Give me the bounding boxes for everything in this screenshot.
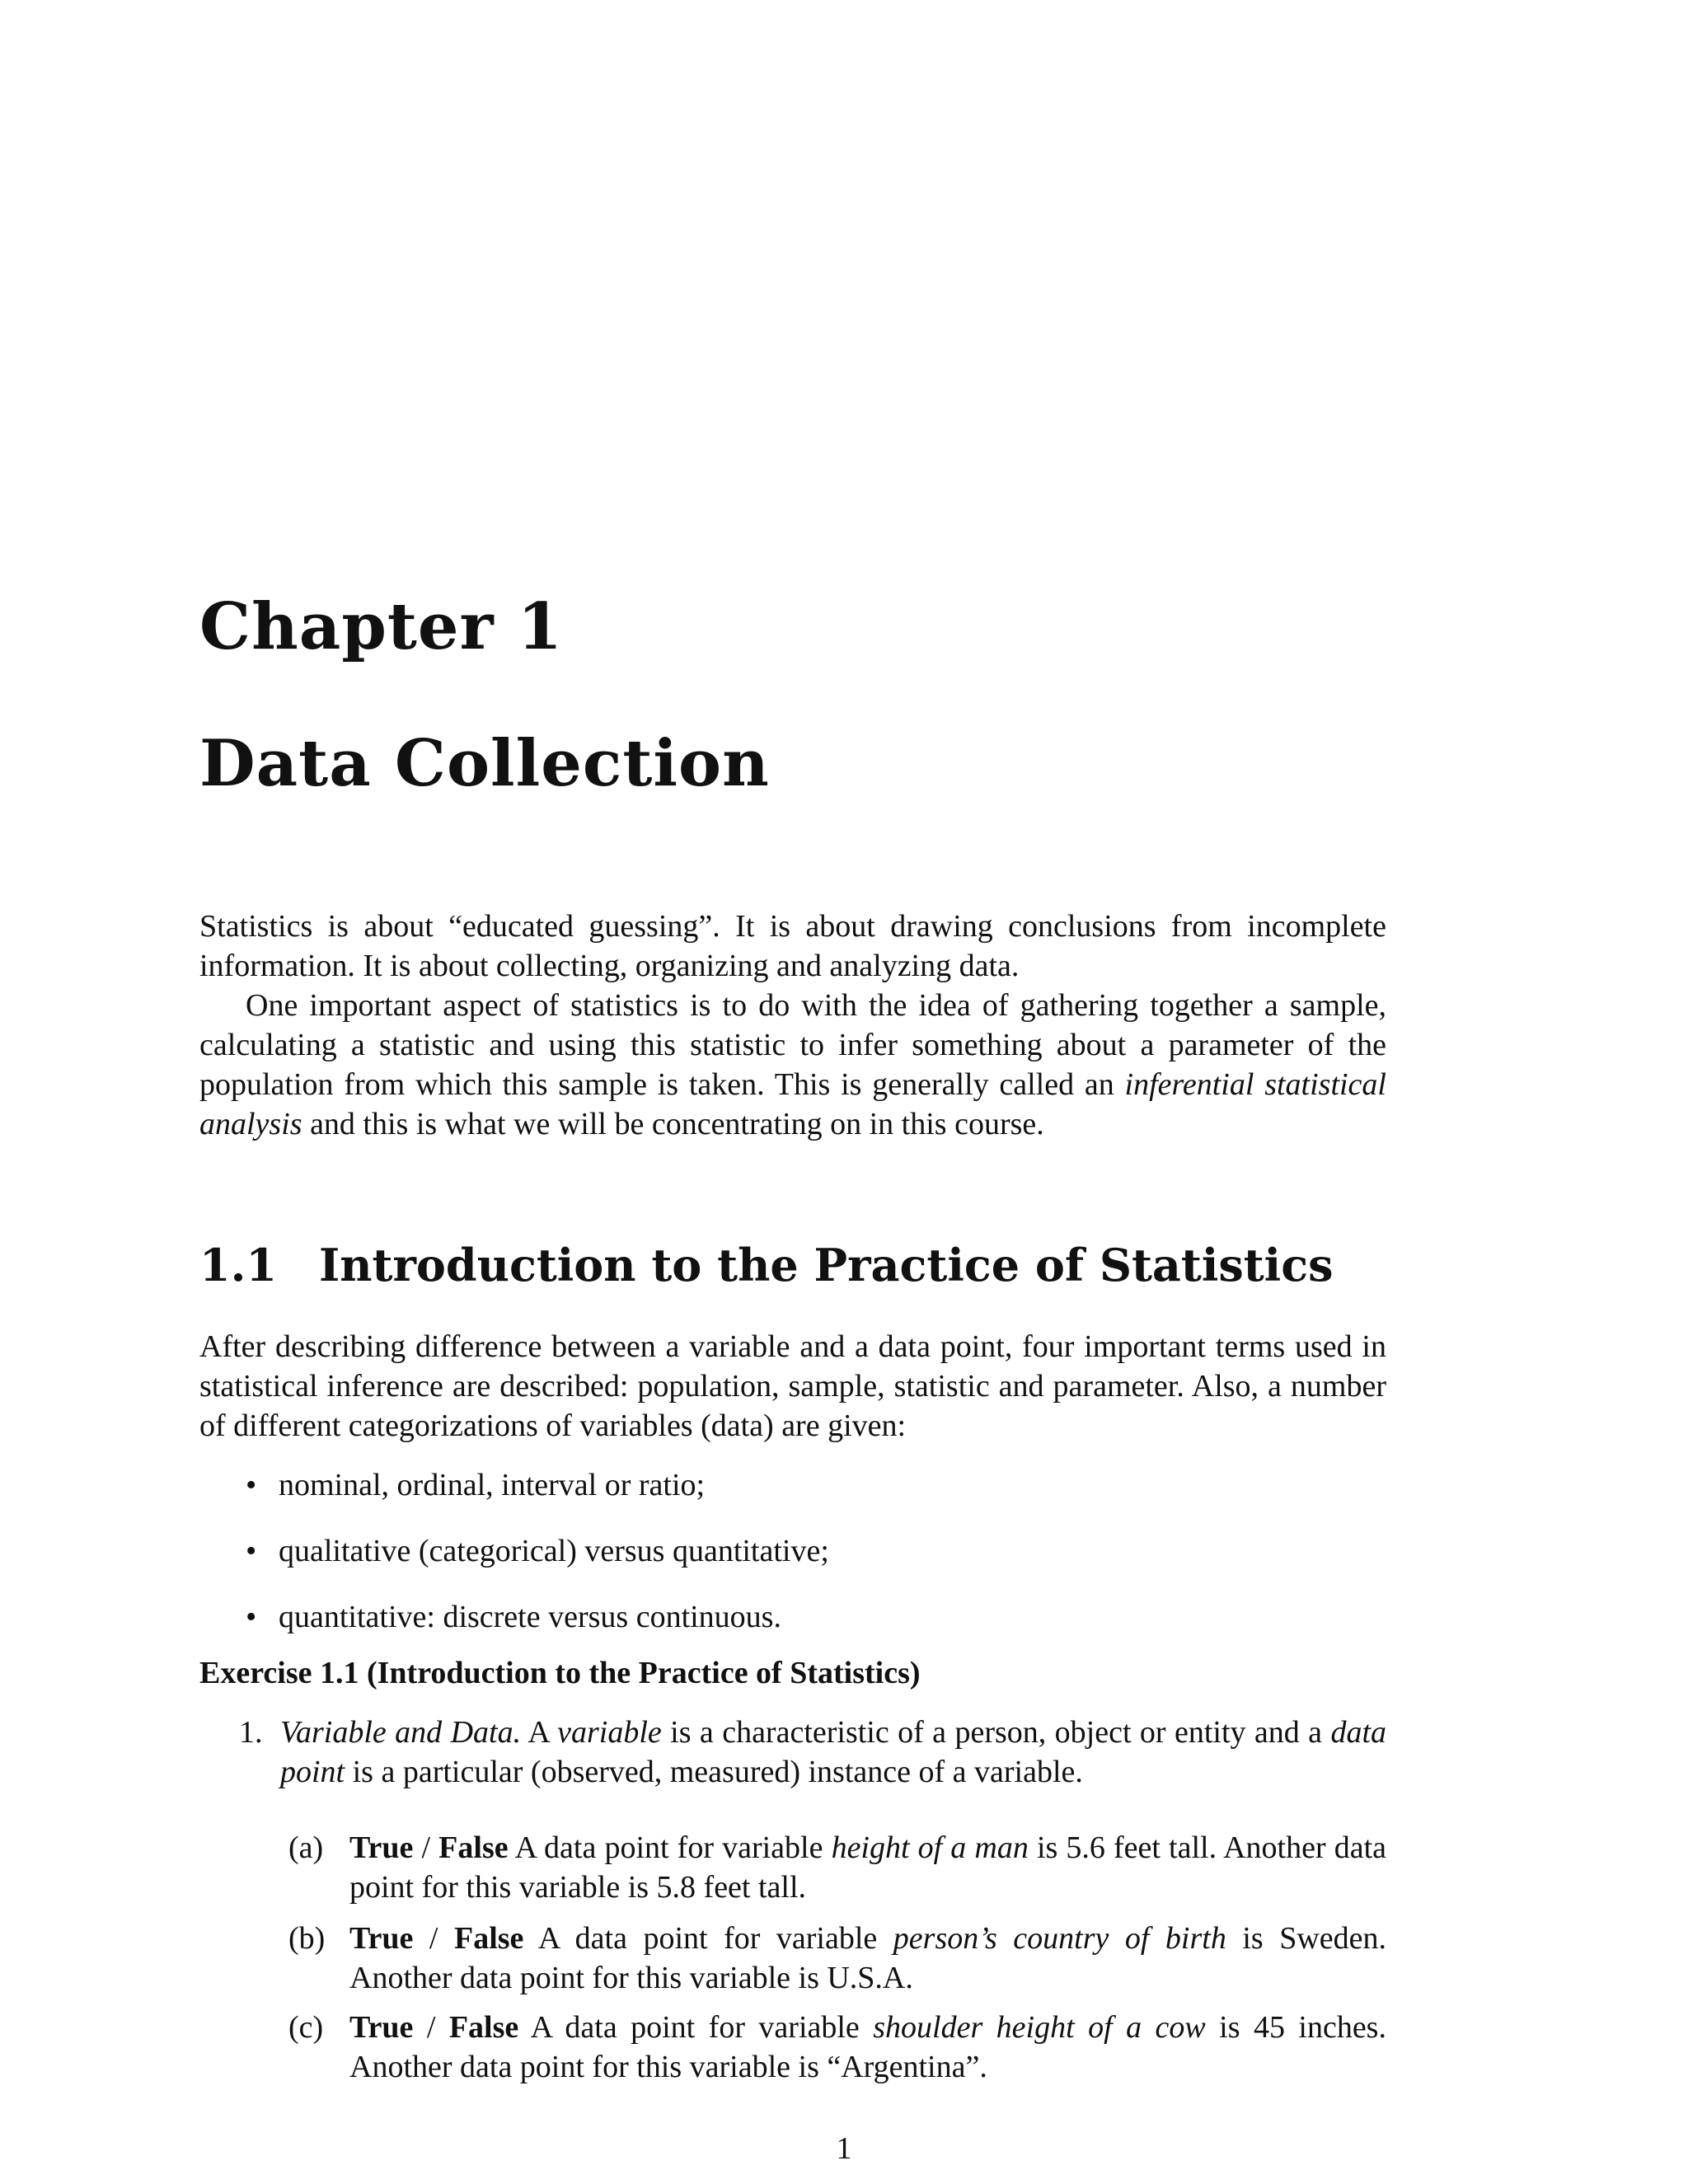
option-separator: / [413,1830,439,1865]
subitem-c [288,2008,1386,2087]
intro-paragraph-2 [199,986,1386,1144]
variable-name: shoulder height of a cow [873,2010,1206,2045]
section-heading [199,1239,1334,1291]
list-item [199,1465,1386,1531]
subitem-label: (a) [288,1830,324,1865]
subitem-b [288,1919,1386,1998]
item-text-part: A [521,1715,558,1750]
bullet-icon: • [246,1468,257,1502]
subitem-text [349,1828,1386,1907]
item-heading: Variable and Data. [280,1715,522,1750]
intro-p2-text-end: and this is what we will be concentrating on in this course. [302,1107,1044,1141]
list-item-text: qualitative (categorical) versus quantitative; [279,1534,829,1568]
option-separator: / [413,1921,454,1956]
section-paragraph: After describing difference between a variable and a data point, four important terms used in statistical inference are described: population, sample, statistic and parameter. Also, a number of different categorizations of variables (data) are given: [199,1329,1386,1443]
chapter-label: Chapter 1 [199,589,564,664]
subitem-text [349,2008,1386,2087]
page-number: 1 [836,2131,852,2166]
list-item-text: nominal, ordinal, interval or ratio; [279,1468,706,1502]
item-text-part: is a characteristic of a person, object or entity and a [661,1715,1331,1750]
statement-text: A data point for variable [508,1830,832,1865]
subitem-a [288,1828,1386,1907]
inferential-analysis-term: inferential statistical analysis [199,1067,1386,1141]
true-option[interactable]: True [349,1921,414,1956]
intro-paragraph-1: Statistics is about “educated guessing”. It is about drawing conclusions from incomplete information. It is about collecting, organizing and analyzing data. [199,909,1386,983]
intro-p2-text-start: One important aspect of statistics is to do with the idea of gathering together a sample, calculating a statistic and using this statistic to infer something about a parameter of the population from which this sample is taken. This is generally called an [199,988,1386,1102]
false-option[interactable]: False [448,2010,519,2045]
exercise-title: Exercise 1.1 (Introduction to the Practice of Statistics) [199,1656,921,1690]
option-separator: / [413,2010,449,2045]
exercise-item-1 [239,1713,1386,1792]
variable-categories-list [199,1465,1386,1663]
false-option[interactable]: False [453,1921,524,1956]
subitem-label: (b) [288,1921,326,1956]
variable-name: person’s country of birth [893,1921,1226,1956]
true-option[interactable]: True [349,1830,414,1865]
subitem-text [349,1919,1386,1998]
subitem-label: (c) [288,2010,324,2045]
item-text [280,1713,1386,1792]
variable-name: height of a man [831,1830,1029,1865]
list-item [199,1531,1386,1597]
bullet-icon: • [246,1600,257,1634]
statement-text: A data point for variable [523,1921,893,1956]
statement-text: is Sweden. Another data point for this variable is U.S.A. [349,1921,1387,1995]
list-item-text: quantitative: discrete versus continuous. [279,1600,781,1634]
true-option[interactable]: True [349,2010,414,2045]
term-data-point: data point [280,1715,1386,1789]
item-number: 1. [239,1715,263,1750]
false-option[interactable]: False [438,1830,509,1865]
item-text-part: is a particular (observed, measured) instance of a variable. [345,1755,1083,1789]
statement-text: A data point for variable [518,2010,874,2045]
term-variable: variable [557,1715,662,1750]
section-number: 1.1 [199,1239,277,1291]
section-title: Introduction to the Practice of Statistics [319,1239,1334,1291]
statement-text: is 5.6 feet tall. Another data point for this variable is 5.8 feet tall. [349,1830,1387,1905]
bullet-icon: • [246,1534,257,1568]
chapter-title: Data Collection [199,726,770,801]
statement-text: is 45 inches. Another data point for this variable is “Argentina”. [349,2010,1386,2084]
